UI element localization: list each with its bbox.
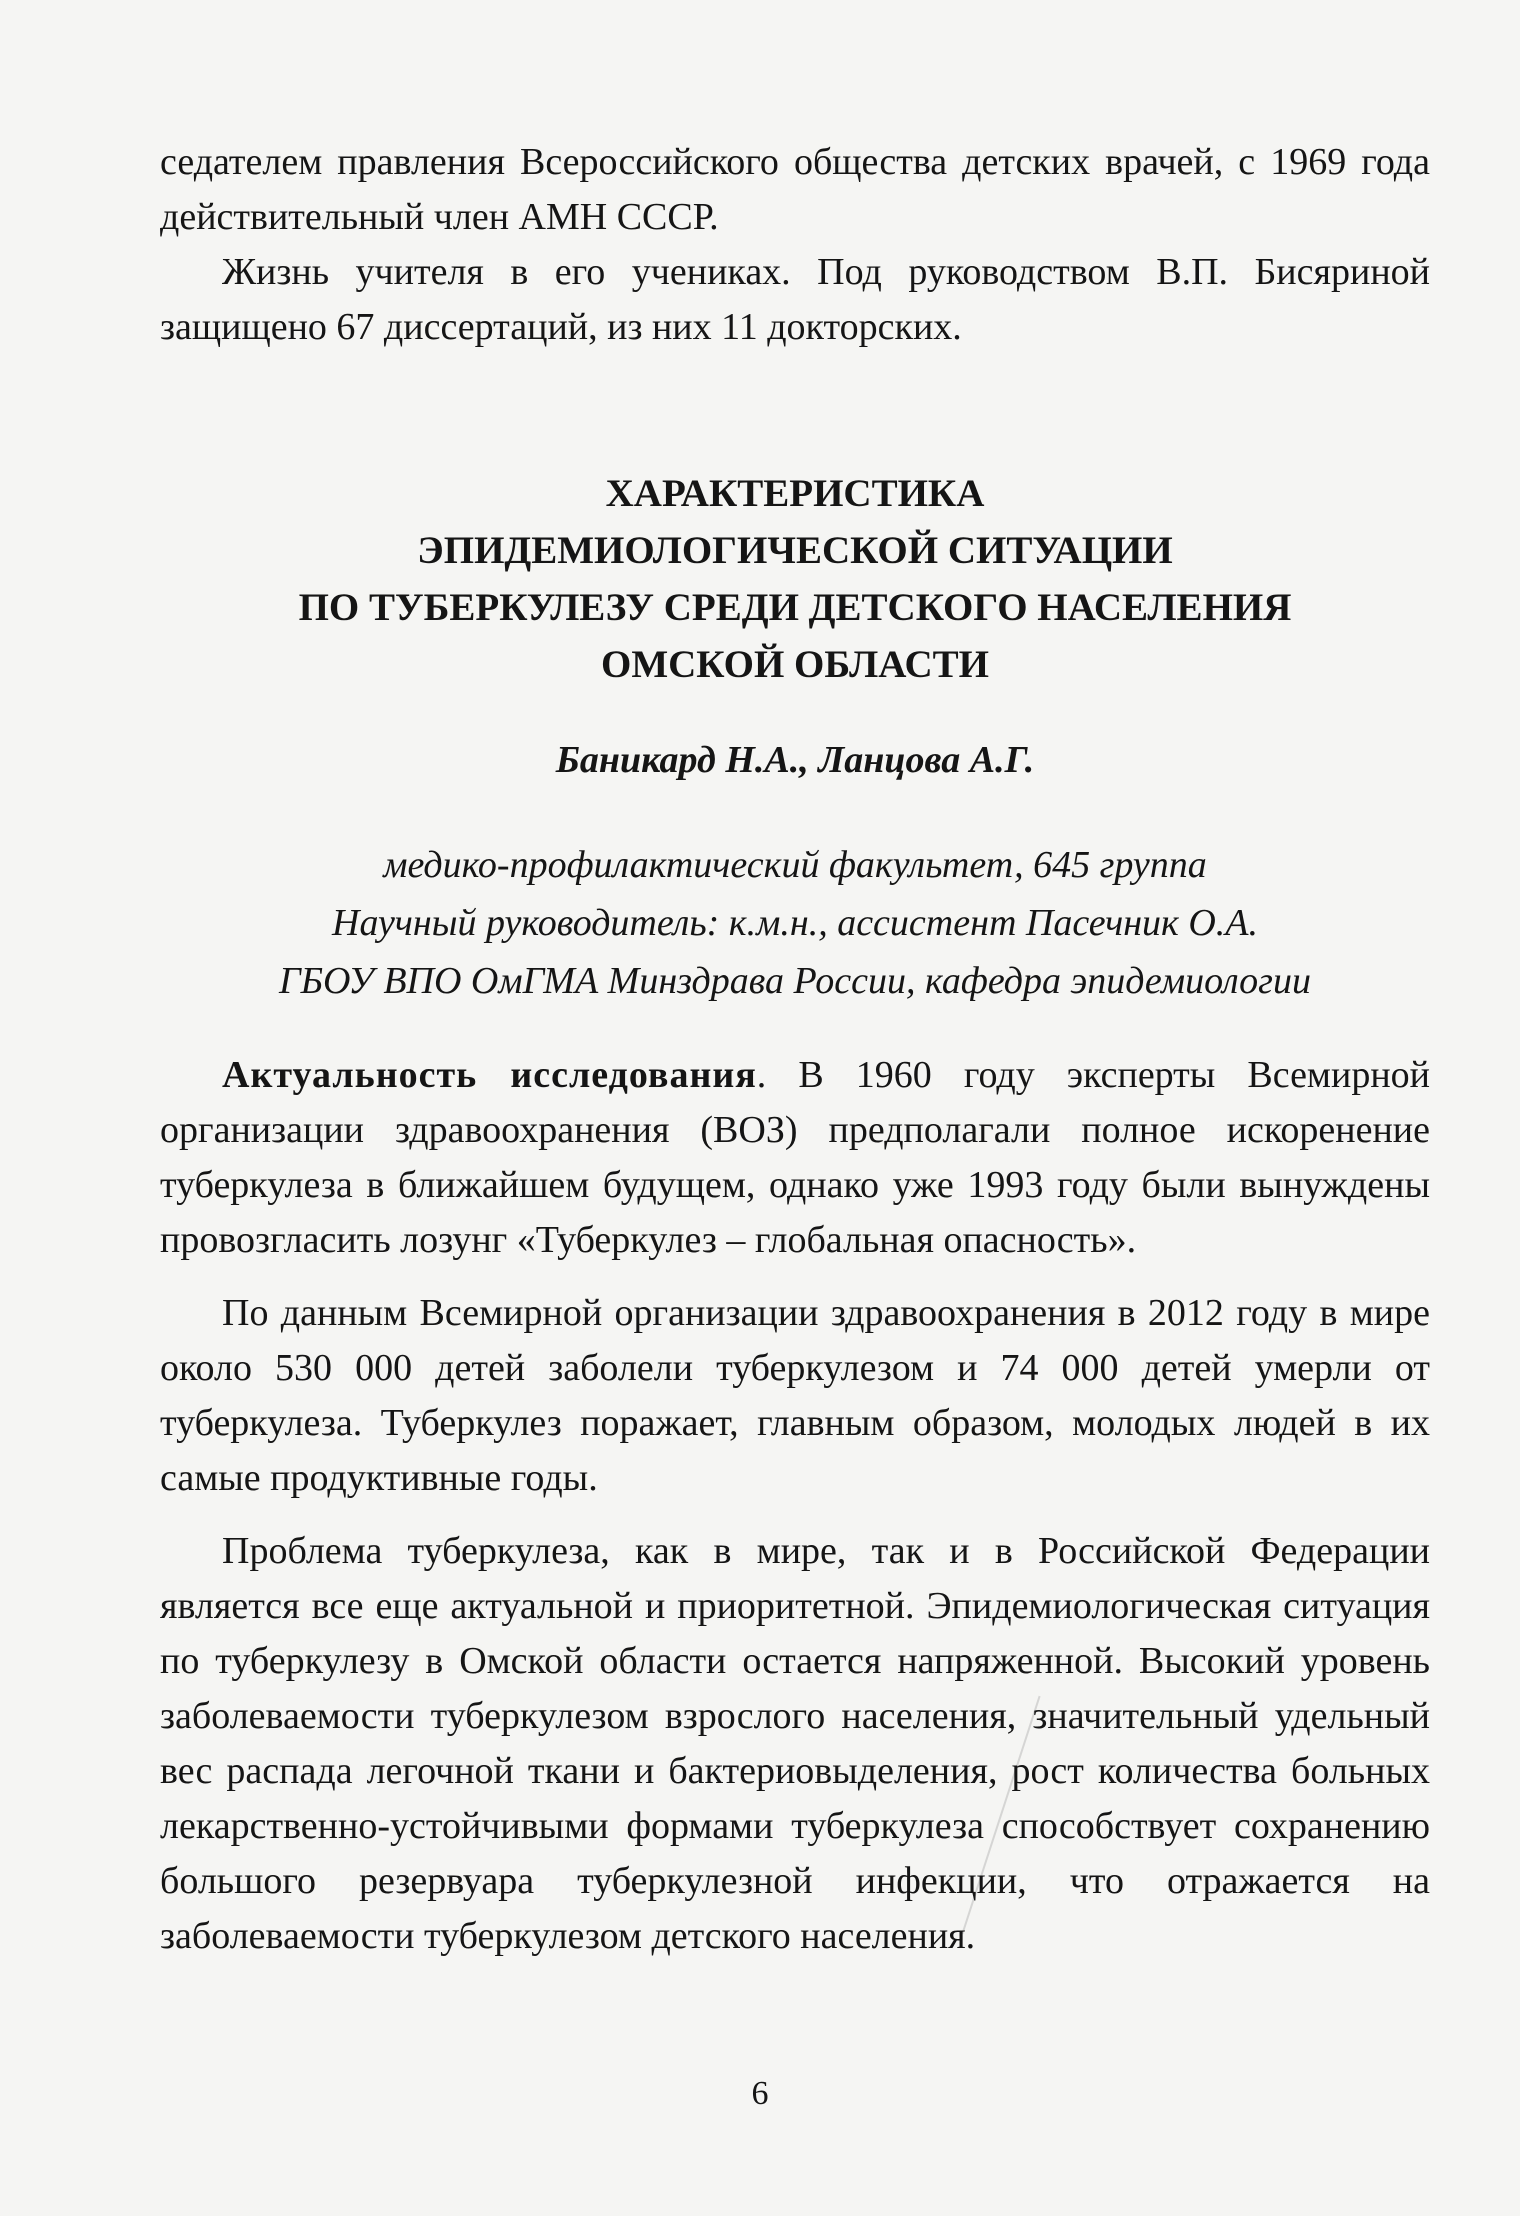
lead-heading: Актуальность исследования	[222, 1054, 757, 1096]
article-title	[160, 465, 1430, 693]
affiliation-line-2: Научный руководитель: к.м.н., ассистент Пасечник О.А.	[332, 902, 1258, 944]
title-line-3: ПО ТУБЕРКУЛЕЗУ СРЕДИ ДЕТСКОГО НАСЕЛЕНИЯ	[298, 586, 1292, 629]
title-line-1: ХАРАКТЕРИСТИКА	[605, 472, 985, 515]
page-number: 6	[751, 2075, 769, 2112]
title-line-2: ЭПИДЕМИОЛОГИЧЕСКОЙ СИТУАЦИИ	[417, 529, 1173, 572]
body-paragraph-1	[160, 1048, 1430, 1268]
article-authors: Баникард Н.А., Ланцова А.Г.	[555, 739, 1035, 781]
body-paragraph-3: Проблема туберкулеза, как в мире, так и в Российской Федерации является все еще актуальной и приоритетной. Эпидемиологическая ситуация по туберкулезу в Омской области остается напряженной. Высокий уровень заболеваемости туберкулезом взрослого населения, значительный удельный вес распада легочной ткани и бактериовыделения, рост количества больных лекарственно-устойчивыми формами туберкулеза способствует сохранению большого резервуара туберкулезной инфекции, что отражается на заболеваемости туберкулезом детского населения.	[160, 1530, 1430, 1957]
intro-paragraph-1: седателем правления Всероссийского общества детских врачей, с 1969 года действительный член АМН СССР.	[160, 141, 1430, 238]
body-paragraph-1-text: . В 1960 году эксперты Всемирной организации здравоохранения (ВОЗ) предполагали полное искоренение туберкулеза в ближайшем будущем, однако уже 1993 году были вынуждены провозгласить лозунг «Туберкулез – глобальная опасность».	[160, 1054, 1430, 1261]
article-affiliation	[160, 836, 1430, 1010]
intro-paragraph-2: Жизнь учителя в его учениках. Под руководством В.П. Бисяриной защищено 67 диссертаций, из них 11 докторских.	[160, 251, 1430, 348]
title-line-4: ОМСКОЙ ОБЛАСТИ	[601, 643, 989, 686]
body-paragraph-2: По данным Всемирной организации здравоохранения в 2012 году в мире около 530 000 детей заболели туберкулезом и 74 000 детей умерли от туберкулеза. Туберкулез поражает, главным образом, молодых людей в их самые продуктивные годы.	[160, 1292, 1430, 1499]
affiliation-line-1: медико-профилактический факультет, 645 группа	[383, 844, 1207, 886]
affiliation-line-3: ГБОУ ВПО ОмГМА Минздрава России, кафедра эпидемиологии	[279, 960, 1311, 1002]
page-content	[160, 135, 1430, 1964]
